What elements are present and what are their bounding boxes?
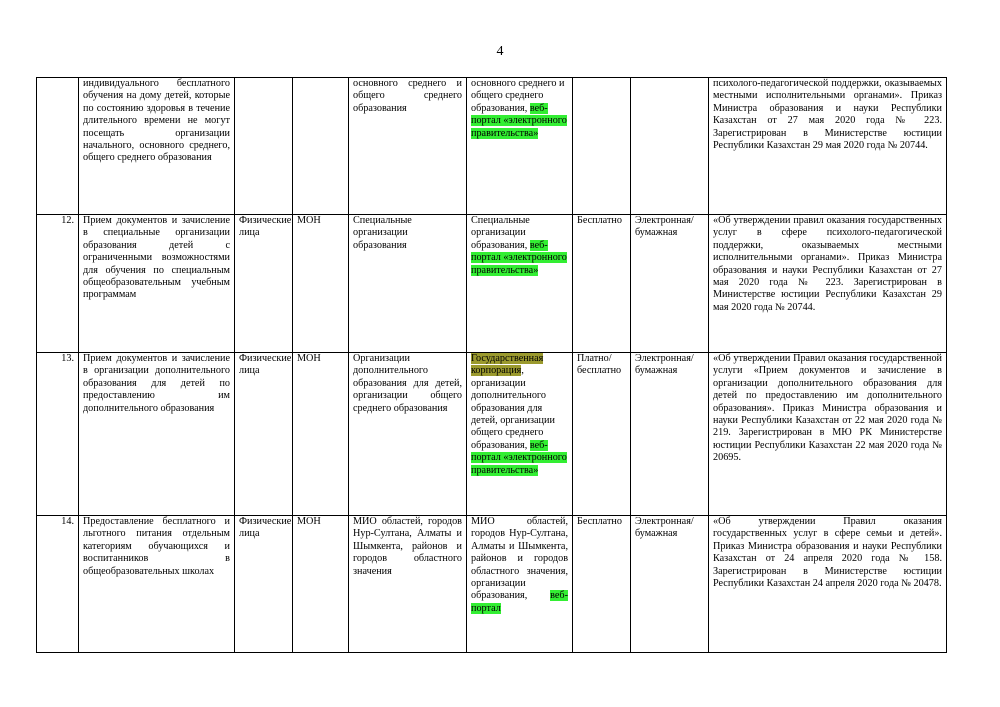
channel-highlight: веб-портал [471, 590, 568, 614]
service-recipient: Физические лица [235, 353, 293, 516]
channel-highlight: веб-портал «электронного правительства» [471, 239, 567, 276]
service-recipient: Физические лица [235, 215, 293, 353]
service-org [293, 78, 349, 215]
service-provider: МИО областей, городов Нур-Султана, Алматы и Шымкента, районов и городов областного значения [349, 516, 467, 653]
channel-highlight: веб-портал «электронного правительства» [471, 439, 567, 476]
service-form: Электронная/ бумажная [631, 516, 709, 653]
page-number: 4 [496, 44, 504, 59]
row-number: 13. [37, 353, 79, 516]
service-form: Электронная/ бумажная [631, 215, 709, 353]
service-cost: Платно/ бесплатно [573, 353, 631, 516]
service-recipient [235, 78, 293, 215]
channel-text: основного среднего и общего среднего образования, [471, 78, 565, 114]
service-cost: Бесплатно [573, 215, 631, 353]
service-provider: Организации дополнительного образования для детей, организации общего среднего образования [349, 353, 467, 516]
service-form: Электронная/ бумажная [631, 353, 709, 516]
service-provider: Специальные организации образования [349, 215, 467, 353]
service-channel [467, 516, 573, 653]
row-number: 12. [37, 215, 79, 353]
table-row [37, 516, 947, 653]
service-provider: основного среднего и общего среднего образования [349, 78, 467, 215]
service-name: Прием документов и зачисление в организации дополнительного образования для детей по предоставлению им дополнительного образования [79, 353, 235, 516]
service-cost [573, 78, 631, 215]
channel-text: Специальные организации образования, [471, 215, 530, 251]
service-form [631, 78, 709, 215]
row-number [37, 78, 79, 215]
table-row [37, 353, 947, 516]
row-number: 14. [37, 516, 79, 653]
service-legal-act: «Об утверждении Правил оказания государственной услуги «Прием документов и зачисление в организации дополнительного образования для детей по предоставлению им дополнительного образования». Приказ Министра образования и науки Республики Казахстан от 22 мая 2020 года № 219. Зарегистрирован в МЮ РК Министерстве юстиции Республики Казахстан 22 мая 2020 года № 20695. [709, 353, 947, 516]
service-channel [467, 215, 573, 353]
service-name: индивидуального бесплатного обучения на дому детей, которые по состоянию здоровья в течение длительного времени не могут посещать организации начального, основного среднего, общего среднего образования [79, 78, 235, 215]
channel-text: , организации дополнительного образования для детей, организации общего среднего образования, [471, 365, 555, 451]
service-recipient: Физические лица [235, 516, 293, 653]
service-org: МОН [293, 353, 349, 516]
service-org: МОН [293, 215, 349, 353]
service-org: МОН [293, 516, 349, 653]
table-row [37, 78, 947, 215]
service-name: Предоставление бесплатного и льготного питания отдельным категориям обучающихся и воспитанников в общеобразовательных школах [79, 516, 235, 653]
service-legal-act: «Об утверждении правил оказания государственных услуг в сфере психолого-педагогической поддержки, оказываемых местными исполнительными органами». Приказ Министра образования и науки Республики Казахстан от 27 мая 2020 года № 223. Зарегистрирован в Министерстве юстиции Республики Казахстан 29 мая 2020 года № 20744. [709, 215, 947, 353]
services-table [36, 77, 947, 653]
channel-text: МИО областей, городов Нур-Султана, Алматы и Шымкента, районов и городов областного значения, организации образования, [471, 516, 568, 602]
service-channel [467, 78, 573, 215]
service-legal-act: психолого-педагогической поддержки, оказываемых местными исполнительными органами». Приказ Министра образования и науки Республики Казахстан от 27 мая 2020 года № 223. Зарегистрирован в Министерстве юстиции Республики Казахстан 29 мая 2020 года № 20744. [709, 78, 947, 215]
service-name: Прием документов и зачисление в специальные организации образования детей с ограниченными возможностями для обучения по специальным общеобразовательным учебным программам [79, 215, 235, 353]
channel-highlight-corp: Государственная корпорация [471, 353, 544, 377]
table-row [37, 215, 947, 353]
service-cost: Бесплатно [573, 516, 631, 653]
service-channel [467, 353, 573, 516]
channel-highlight: веб-портал «электронного правительства» [471, 102, 567, 139]
service-legal-act: «Об утверждении Правил оказания государственных услуг в сфере семьи и детей». Приказ Министра образования и науки Республики Казахстан от 24 апреля 2020 года № 158. Зарегистрирован в Министерстве юстиции Республики Казахстан 24 апреля 2020 года № 20478. [709, 516, 947, 653]
